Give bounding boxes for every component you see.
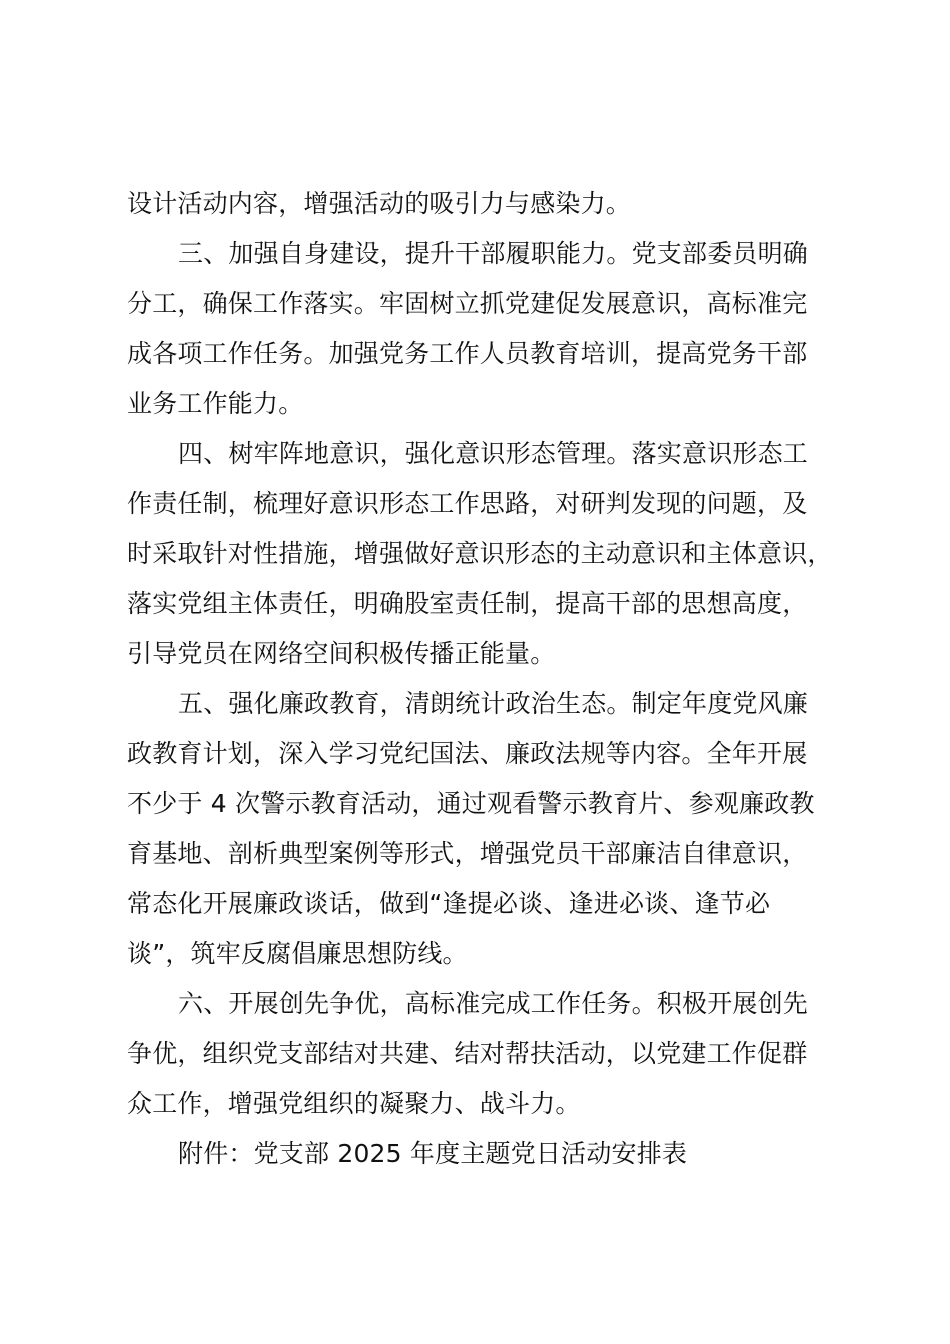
text-line: 育基地、剖析典型案例等形式，增强党员干部廉洁自律意识， xyxy=(127,839,808,868)
text-line: 时采取针对性措施，增强做好意识形态的主动意识和主体意识， xyxy=(127,539,833,568)
section-heading-3: 三、加强自身建设，提升干部履职能力。党支部委员明确 xyxy=(178,239,809,268)
text-line: 常态化开展廉政谈话，做到“逢提必谈、逢进必谈、逢节必 xyxy=(127,889,771,918)
attachment-note: 附件：党支部 2025 年度主题党日活动安排表 xyxy=(178,1139,688,1168)
text-line: 业务工作能力。 xyxy=(127,389,304,418)
text-line: 引导党员在网络空间积极传播正能量。 xyxy=(127,639,556,668)
text-line: 谈”，筑牢反腐倡廉思想防线。 xyxy=(127,939,468,968)
section-heading-6: 六、开展创先争优，高标准完成工作任务。积极开展创先 xyxy=(178,989,809,1018)
text-line: 分工，确保工作落实。牢固树立抓党建促发展意识，高标准完 xyxy=(127,289,808,318)
text-line: 落实党组主体责任，明确股室责任制，提高干部的思想高度， xyxy=(127,589,808,618)
text-line: 设计活动内容，增强活动的吸引力与感染力。 xyxy=(127,189,632,218)
text-line: 政教育计划，深入学习党纪国法、廉政法规等内容。全年开展 xyxy=(127,739,808,768)
section-heading-4: 四、树牢阵地意识，强化意识形态管理。落实意识形态工 xyxy=(178,439,809,468)
text-line: 争优，组织党支部结对共建、结对帮扶活动，以党建工作促群 xyxy=(127,1039,808,1068)
text-line: 作责任制，梳理好意识形态工作思路，对研判发现的问题，及 xyxy=(127,489,808,518)
text-line: 众工作，增强党组织的凝聚力、战斗力。 xyxy=(127,1089,581,1118)
text-line: 成各项工作任务。加强党务工作人员教育培训，提高党务干部 xyxy=(127,339,808,368)
section-heading-5: 五、强化廉政教育，清朗统计政治生态。制定年度党风廉 xyxy=(178,689,809,718)
text-line: 不少于 4 次警示教育活动，通过观看警示教育片、参观廉政教 xyxy=(127,789,815,818)
